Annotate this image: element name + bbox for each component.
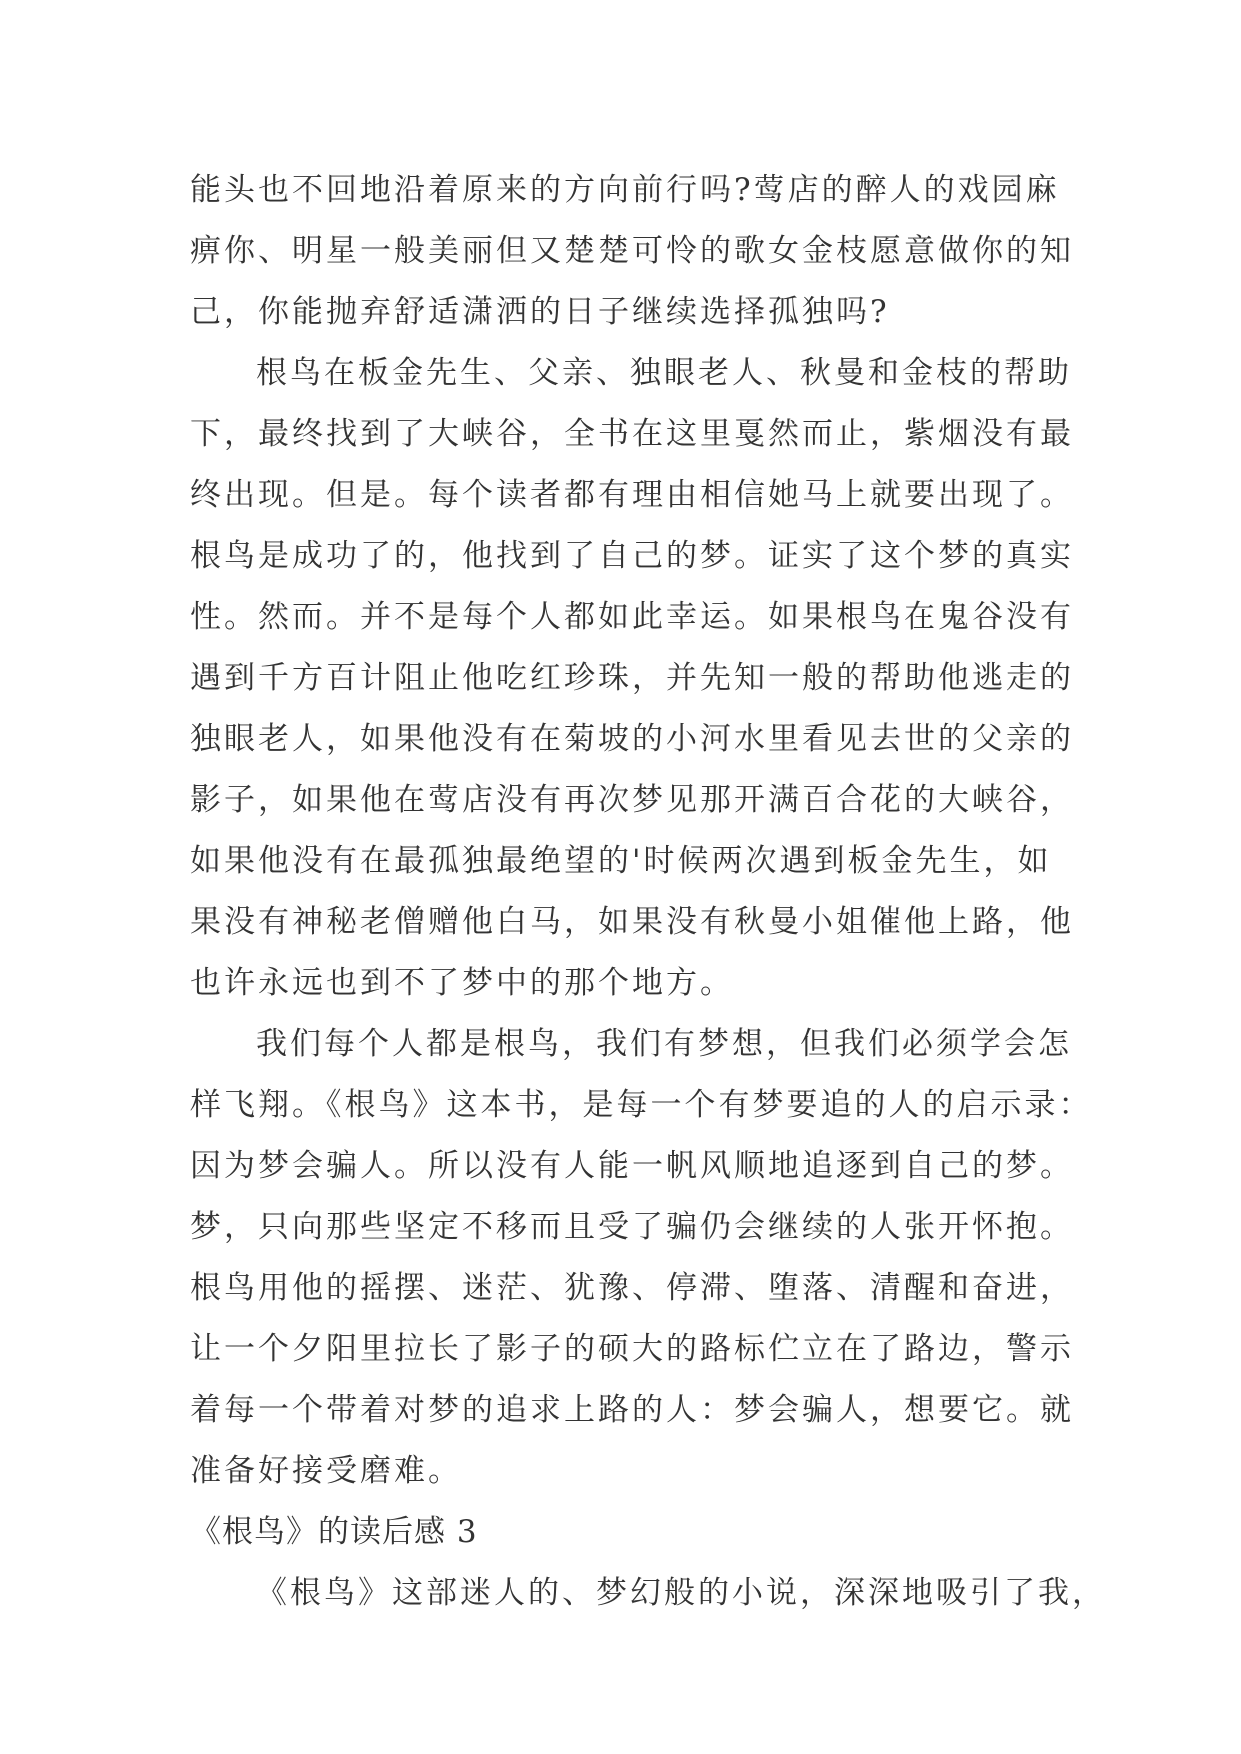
text-line-5: 下，最终找到了大峡谷，全书在这里戛然而止，紫烟没有最: [190, 416, 1074, 452]
paragraph-start-line-15: 我们每个人都是根鸟，我们有梦想，但我们必须学会怎: [256, 1026, 1072, 1062]
text-line-3: 己，你能抛弃舒适潇洒的日子继续选择孤独吗?: [190, 294, 890, 330]
document-body: [190, 160, 1106, 1624]
section-heading: 《根鸟》的读后感 3: [190, 1514, 478, 1550]
text-line-1: 能头也不回地沿着原来的方向前行吗?莺店的醉人的戏园麻: [190, 172, 1060, 208]
text-line-6: 终出现。但是。每个读者都有理由相信她马上就要出现了。: [190, 477, 1074, 513]
text-line-18: 梦，只向那些坚定不移而且受了骗仍会继续的人张开怀抱。: [190, 1209, 1074, 1245]
paragraph-start-line-24: 《根鸟》这部迷人的、梦幻般的小说，深深地吸引了我，: [256, 1575, 1106, 1611]
text-line-13: 果没有神秘老僧赠他白马，如果没有秋曼小姐催他上路，他: [190, 904, 1074, 940]
text-line-19: 根鸟用他的摇摆、迷茫、犹豫、停滞、堕落、清醒和奋进，: [190, 1270, 1074, 1306]
text-line-8: 性。然而。并不是每个人都如此幸运。如果根鸟在鬼谷没有: [190, 599, 1074, 635]
paragraph-start-line-4: 根鸟在板金先生、父亲、独眼老人、秋曼和金枝的帮助: [256, 355, 1072, 391]
text-line-9: 遇到千方百计阻止他吃红珍珠，并先知一般的帮助他逃走的: [190, 660, 1074, 696]
text-line-20: 让一个夕阳里拉长了影子的硕大的路标伫立在了路边，警示: [190, 1331, 1074, 1367]
text-line-7: 根鸟是成功了的，他找到了自己的梦。证实了这个梦的真实: [190, 538, 1074, 574]
text-line-22: 准备好接受磨难。: [190, 1453, 462, 1489]
text-line-10: 独眼老人，如果他没有在菊坡的小河水里看见去世的父亲的: [190, 721, 1074, 757]
text-line-2: 痹你、明星一般美丽但又楚楚可怜的歌女金枝愿意做你的知: [190, 233, 1074, 269]
text-line-11: 影子，如果他在莺店没有再次梦见那开满百合花的大峡谷，: [190, 782, 1074, 818]
text-line-14: 也许永远也到不了梦中的那个地方。: [190, 965, 734, 1001]
text-line-21: 着每一个带着对梦的追求上路的人：梦会骗人，想要它。就: [190, 1392, 1074, 1428]
text-line-17: 因为梦会骗人。所以没有人能一帆风顺地追逐到自己的梦。: [190, 1148, 1074, 1184]
text-line-16: 样飞翔。《根鸟》这本书，是每一个有梦要追的人的启示录：: [190, 1087, 1093, 1123]
text-line-12: 如果他没有在最孤独最绝望的'时候两次遇到板金先生，如: [190, 843, 1052, 879]
